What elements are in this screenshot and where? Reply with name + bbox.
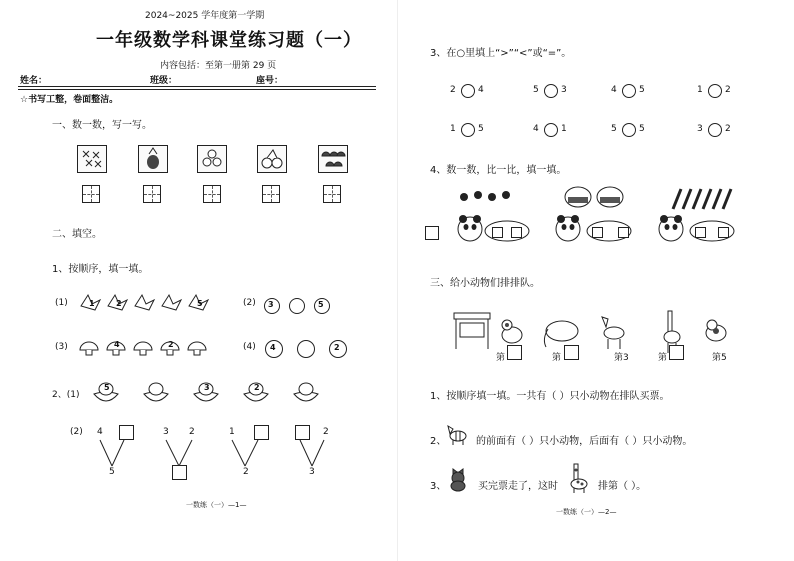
compare-circle[interactable] bbox=[622, 123, 636, 137]
count-answer-box[interactable] bbox=[425, 226, 439, 240]
bond-answer-box[interactable] bbox=[254, 425, 269, 440]
year-line: 2024~2025 学年度第一学期 bbox=[145, 11, 265, 21]
compare-right: 1 bbox=[561, 124, 567, 134]
page-divider bbox=[397, 0, 398, 561]
answer-grid[interactable] bbox=[82, 185, 100, 203]
compare-circle[interactable] bbox=[708, 84, 722, 98]
answer-grid[interactable] bbox=[203, 185, 221, 203]
compare-left: 4 bbox=[533, 124, 539, 134]
mushroom-number: 2 bbox=[168, 340, 174, 349]
bond-answer-box[interactable] bbox=[172, 465, 187, 480]
compare-circle[interactable] bbox=[622, 84, 636, 98]
sub3-text-b: 排第（ ）。 bbox=[598, 481, 647, 492]
section3-heading: 三、给小动物们排排队。 bbox=[430, 278, 540, 289]
bond-answer-box[interactable] bbox=[295, 425, 310, 440]
bond-top-right: 2 bbox=[323, 427, 329, 437]
compare-circle[interactable] bbox=[708, 123, 722, 137]
compare-right: 3 bbox=[561, 85, 567, 95]
compare-right: 2 bbox=[725, 85, 731, 95]
q1-text: 1、按顺序，填一填。 bbox=[52, 264, 149, 275]
q4-text: 4、数一数，比一比，填一填。 bbox=[430, 165, 567, 176]
queue-answer-box[interactable] bbox=[564, 345, 579, 360]
panda-birds-group bbox=[452, 185, 532, 249]
answer-grid[interactable] bbox=[262, 185, 280, 203]
zebra-icon bbox=[446, 424, 470, 446]
compare-left: 5 bbox=[611, 124, 617, 134]
count-answer-box[interactable] bbox=[718, 227, 729, 238]
compare-left: 5 bbox=[533, 85, 539, 95]
queue-label: 第 bbox=[496, 353, 506, 363]
section2-heading: 二、填空。 bbox=[52, 229, 102, 240]
mushroom-row bbox=[78, 336, 208, 358]
circle-number: 4 bbox=[270, 343, 276, 352]
q2-label: 2、(1) bbox=[52, 390, 80, 400]
header-rule bbox=[18, 86, 376, 87]
giraffe-icon bbox=[568, 462, 590, 494]
sub3-prefix: 3、 bbox=[430, 481, 447, 492]
row1-label: (1) bbox=[55, 298, 68, 308]
sub2-text: 的前面有（ ）只小动物，后面有（ ）只小动物。 bbox=[476, 436, 693, 447]
header-rule-2 bbox=[18, 89, 376, 90]
q3-text: 3、在○里填上“>”“<”或“=”。 bbox=[430, 48, 572, 59]
bond-bottom: 5 bbox=[109, 467, 115, 477]
compare-left: 1 bbox=[450, 124, 456, 134]
row3-label: (3) bbox=[55, 342, 68, 352]
star-number: 5 bbox=[197, 299, 203, 308]
seat-label: 座号： bbox=[256, 76, 284, 86]
answer-grid[interactable] bbox=[143, 185, 161, 203]
fruit-picture bbox=[197, 145, 227, 173]
count-answer-box[interactable] bbox=[511, 227, 522, 238]
page-title: 一年级数学科课堂练习题（一） bbox=[96, 30, 362, 51]
mushroom-picture bbox=[318, 145, 348, 173]
bond-top-left: 3 bbox=[163, 427, 169, 437]
star-number: 1 bbox=[89, 299, 95, 308]
count-answer-box[interactable] bbox=[618, 227, 629, 238]
compare-right: 4 bbox=[478, 85, 484, 95]
pineapple-picture bbox=[138, 145, 168, 173]
row2-label: (2) bbox=[243, 298, 256, 308]
right-footer: 一数练（一）—2— bbox=[556, 508, 617, 516]
panda-brushes-group bbox=[655, 185, 740, 249]
star-number: 2 bbox=[116, 299, 122, 308]
count-circle[interactable] bbox=[297, 340, 315, 358]
circle-number: 5 bbox=[318, 300, 324, 309]
bond-bottom: 2 bbox=[243, 467, 249, 477]
compare-circle[interactable] bbox=[544, 84, 558, 98]
section1-heading: 一、数一数，写一写。 bbox=[52, 120, 152, 131]
name-label: 姓名： bbox=[20, 76, 48, 86]
queue-label: 第5 bbox=[712, 353, 727, 363]
lotus-number: 5 bbox=[104, 383, 110, 392]
queue-label: 第3 bbox=[614, 353, 629, 363]
count-circle[interactable] bbox=[289, 298, 305, 314]
bond-bottom: 3 bbox=[309, 467, 315, 477]
compare-circle[interactable] bbox=[461, 123, 475, 137]
circle-number: 3 bbox=[268, 300, 274, 309]
writing-note: ☆书写工整，卷面整洁。 bbox=[20, 95, 119, 105]
lotus-number: 3 bbox=[204, 383, 210, 392]
compare-left: 2 bbox=[450, 85, 456, 95]
cat-icon bbox=[446, 468, 470, 492]
mushroom-number: 4 bbox=[114, 340, 120, 349]
count-answer-box[interactable] bbox=[492, 227, 503, 238]
bond-top-left: 4 bbox=[97, 427, 103, 437]
panda-fishbowl-group bbox=[552, 185, 637, 249]
row4-label: (4) bbox=[243, 342, 256, 352]
dragonfly-picture bbox=[77, 145, 107, 173]
compare-circle[interactable] bbox=[461, 84, 475, 98]
bond-answer-box[interactable] bbox=[119, 425, 134, 440]
left-footer: 一数练（一）—1— bbox=[186, 501, 247, 509]
lotus-number: 2 bbox=[254, 383, 260, 392]
compare-right: 5 bbox=[478, 124, 484, 134]
count-answer-box[interactable] bbox=[695, 227, 706, 238]
bond-top-right: 2 bbox=[189, 427, 195, 437]
sub1-text: 1、按顺序填一填。一共有（ ）只小动物在排队买票。 bbox=[430, 391, 670, 402]
circle-number: 2 bbox=[334, 343, 340, 352]
count-answer-box[interactable] bbox=[592, 227, 603, 238]
lotus-row bbox=[92, 380, 332, 408]
sub3-text-a: 买完票走了，这时 bbox=[478, 481, 558, 492]
bond-top-left: 1 bbox=[229, 427, 235, 437]
queue-answer-box[interactable] bbox=[507, 345, 522, 360]
queue-label: 第 bbox=[658, 353, 668, 363]
compare-right: 5 bbox=[639, 85, 645, 95]
queue-answer-box[interactable] bbox=[669, 345, 684, 360]
compare-left: 4 bbox=[611, 85, 617, 95]
sub2-prefix: 2、 bbox=[430, 436, 447, 447]
compare-circle[interactable] bbox=[544, 123, 558, 137]
queue-label: 第 bbox=[552, 353, 562, 363]
q2b-label: (2) bbox=[70, 427, 83, 437]
answer-grid[interactable] bbox=[323, 185, 341, 203]
class-label: 班级： bbox=[150, 76, 178, 86]
compare-right: 5 bbox=[639, 124, 645, 134]
content-scope: 内容包括：至第一册第 29 页 bbox=[160, 61, 277, 71]
compare-left: 1 bbox=[697, 85, 703, 95]
cherry-picture bbox=[257, 145, 287, 173]
compare-left: 3 bbox=[697, 124, 703, 134]
compare-right: 2 bbox=[725, 124, 731, 134]
